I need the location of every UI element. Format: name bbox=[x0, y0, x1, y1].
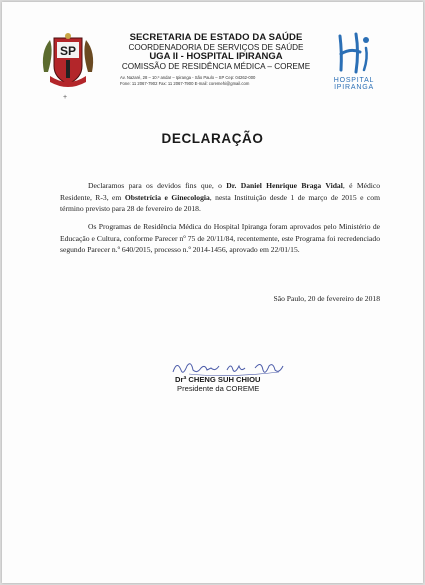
paragraph-1-run: Obstetrícia e Ginecologia bbox=[124, 192, 210, 202]
header-line-2: COORDENADORIA DE SERVIÇOS DE SAÚDE bbox=[128, 43, 304, 52]
paragraph-1 bbox=[60, 180, 380, 215]
logo-name-2: IPIRANGA bbox=[334, 84, 374, 91]
signatory-name: Drª CHENG SUH CHIOU bbox=[175, 375, 261, 384]
signatory-role: Presidente da COREME bbox=[177, 384, 260, 393]
page-title: DECLARAÇÃO bbox=[161, 131, 264, 146]
paragraph-1-run: , nesta Instituição desde 1 de março de 2015 e com término previsto para 28 de fevereiro de 2018. bbox=[60, 192, 381, 214]
crest-text: SP bbox=[59, 44, 77, 58]
header-line-1: SECRETARIA DE ESTADO DA SAÚDE bbox=[129, 32, 303, 43]
letterhead bbox=[2, 2, 423, 112]
document-page bbox=[2, 2, 423, 583]
header-line-3: UGA II - HOSPITAL IPIRANGA bbox=[149, 51, 283, 62]
header-address: Av. Nazaré, 28 – 10.º andar – Ipiranga - São Paulo – SP Cep: 04262-000 bbox=[120, 75, 256, 80]
document-date: São Paulo, 20 de fevereiro de 2018 bbox=[273, 294, 380, 303]
header-contact: Fone: 11 2067-7902 Fax: 11 2067-7900 E-mail: coremehi@gmail.com bbox=[120, 81, 250, 86]
logo-name-1: HOSPITAL bbox=[333, 77, 375, 84]
paragraph-1-run: , é Médico Residente, R-3, em bbox=[60, 181, 381, 202]
sao-paulo-crest-icon bbox=[40, 32, 96, 92]
header-line-4: COMISSÃO DE RESIDÊNCIA MÉDICA – COREME bbox=[121, 62, 311, 71]
paragraph-1-run: Declaramos para os devidos fins que, o bbox=[88, 181, 227, 190]
letterhead-text bbox=[110, 32, 322, 71]
plus-mark: + bbox=[63, 94, 68, 101]
hospital-logo-icon bbox=[320, 30, 388, 76]
paragraph-2: Os Programas de Residência Médica do Hospital Ipiranga foram aprovados pelo Ministério de Educação e Cultura, conforme Parecer nº 75 de 20/11/84, recentemente, este Programa foi recredenciado segundo Parecer n.º 640/2015, processo n.º 2014-1456, aprovado em 22/01/15. bbox=[60, 222, 380, 255]
paragraph-1-run: Dr. Daniel Henrique Braga Vidal bbox=[226, 181, 343, 190]
hospital-ipiranga-logo bbox=[320, 30, 388, 92]
declaration-body bbox=[60, 180, 380, 256]
